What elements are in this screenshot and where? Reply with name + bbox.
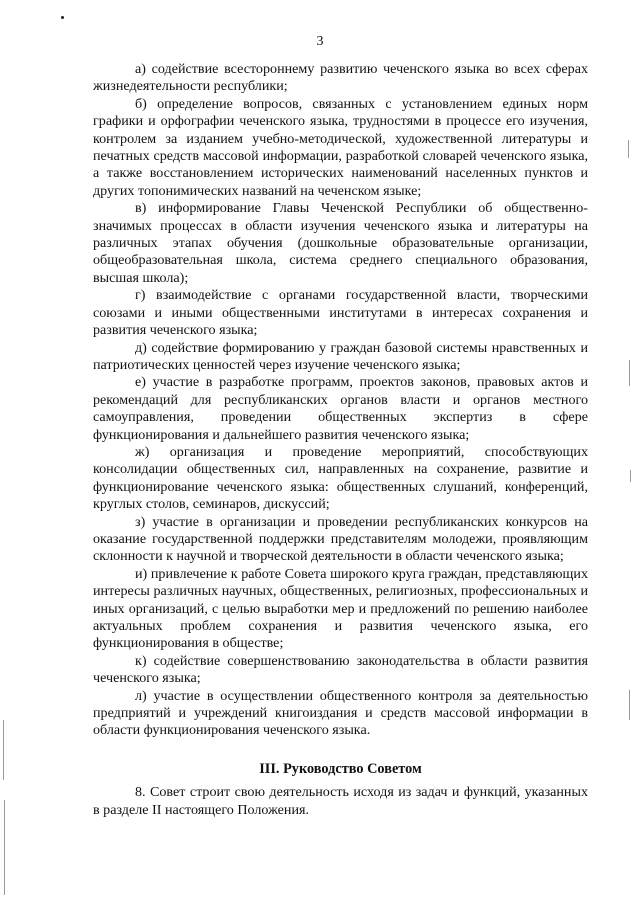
scan-speck [61, 16, 64, 19]
scan-edge-right [630, 470, 631, 482]
scan-edge-right [629, 360, 630, 386]
paragraph-v: в) информирование Главы Чеченской Республики об общественно-значимых процессах в области изучения чеченского языка и литературы на различных этапах обучения (дошкольные образовательные организации, общеобразовательная школа, система среднего специального образования, высшая школа); [93, 200, 588, 286]
paragraph-l: л) участие в осуществлении общественного контроля за деятельностью предприятий и учреждений книгоиздания и средств массовой информации в области функционирования чеченского языка. [93, 687, 588, 739]
paragraph-k: к) содействие совершенствованию законодательства в области развития чеченского языка; [93, 652, 588, 687]
paragraph-b: б) определение вопросов, связанных с установлением единых норм графики и орфографии чеченского языка, трудностями в процессе его изучения, контролем за изданием учебно-методической, художественной литературы и печатных средств массовой информации, разработкой словарей чеченского языка, а также восстановлением исторических наименований населенных пунктов и других топонимических названий на чеченском языке; [93, 95, 588, 199]
scan-edge-right [629, 690, 630, 720]
paragraph-i: и) привлечение к работе Совета широкого круга граждан, представляющих интересы различных научных, общественных, религиозных, профессиональных и иных организаций, с целью выработки мер и предложений по решению наиболее актуальных проблем сохранения и развития чеченского языка, его функционирования в обществе; [93, 565, 588, 652]
section-heading: III. Руководство Советом [259, 760, 422, 777]
scan-edge-left [3, 720, 4, 780]
document-body [93, 61, 588, 819]
paragraph-a: а) содействие всестороннему развитию чеченского языка во всех сферах жизнедеятельности республики; [93, 61, 588, 95]
scan-edge-left [4, 800, 5, 895]
paragraph-8: 8. Совет строит свою деятельность исходя из задач и функций, указанных в разделе II настоящего Положения. [93, 784, 588, 818]
paragraph-d: д) содействие формированию у граждан базовой системы нравственных и патриотических ценностей через изучение чеченского языка; [93, 339, 588, 373]
scan-edge-right [628, 140, 629, 158]
paragraph-zh: ж) организация и проведение мероприятий, способствующих консолидации общественных сил, направленных на сохранение, развитие и функционирование чеченского языка: общественных слушаний, конференций, круглых столов, семинаров, дискуссий; [93, 443, 588, 513]
paragraph-e: е) участие в разработке программ, проектов законов, правовых актов и рекомендаций для республиканских органов власти и органов местного самоуправления, проведении общественных экспертиз в сфере функционирования и дальнейшего развития чеченского языка; [93, 374, 588, 443]
page-number: 3 [316, 34, 324, 49]
paragraph-z: з) участие в организации и проведении республиканских конкурсов на оказание государственной поддержки представителям молодежи, проявляющим склонности к научной и творческой деятельности в области чеченского языка; [93, 513, 588, 565]
paragraph-g: г) взаимодействие с органами государственной власти, творческими союзами и иными общественными институтами в интересах сохранения и развития чеченского языка; [93, 287, 588, 339]
